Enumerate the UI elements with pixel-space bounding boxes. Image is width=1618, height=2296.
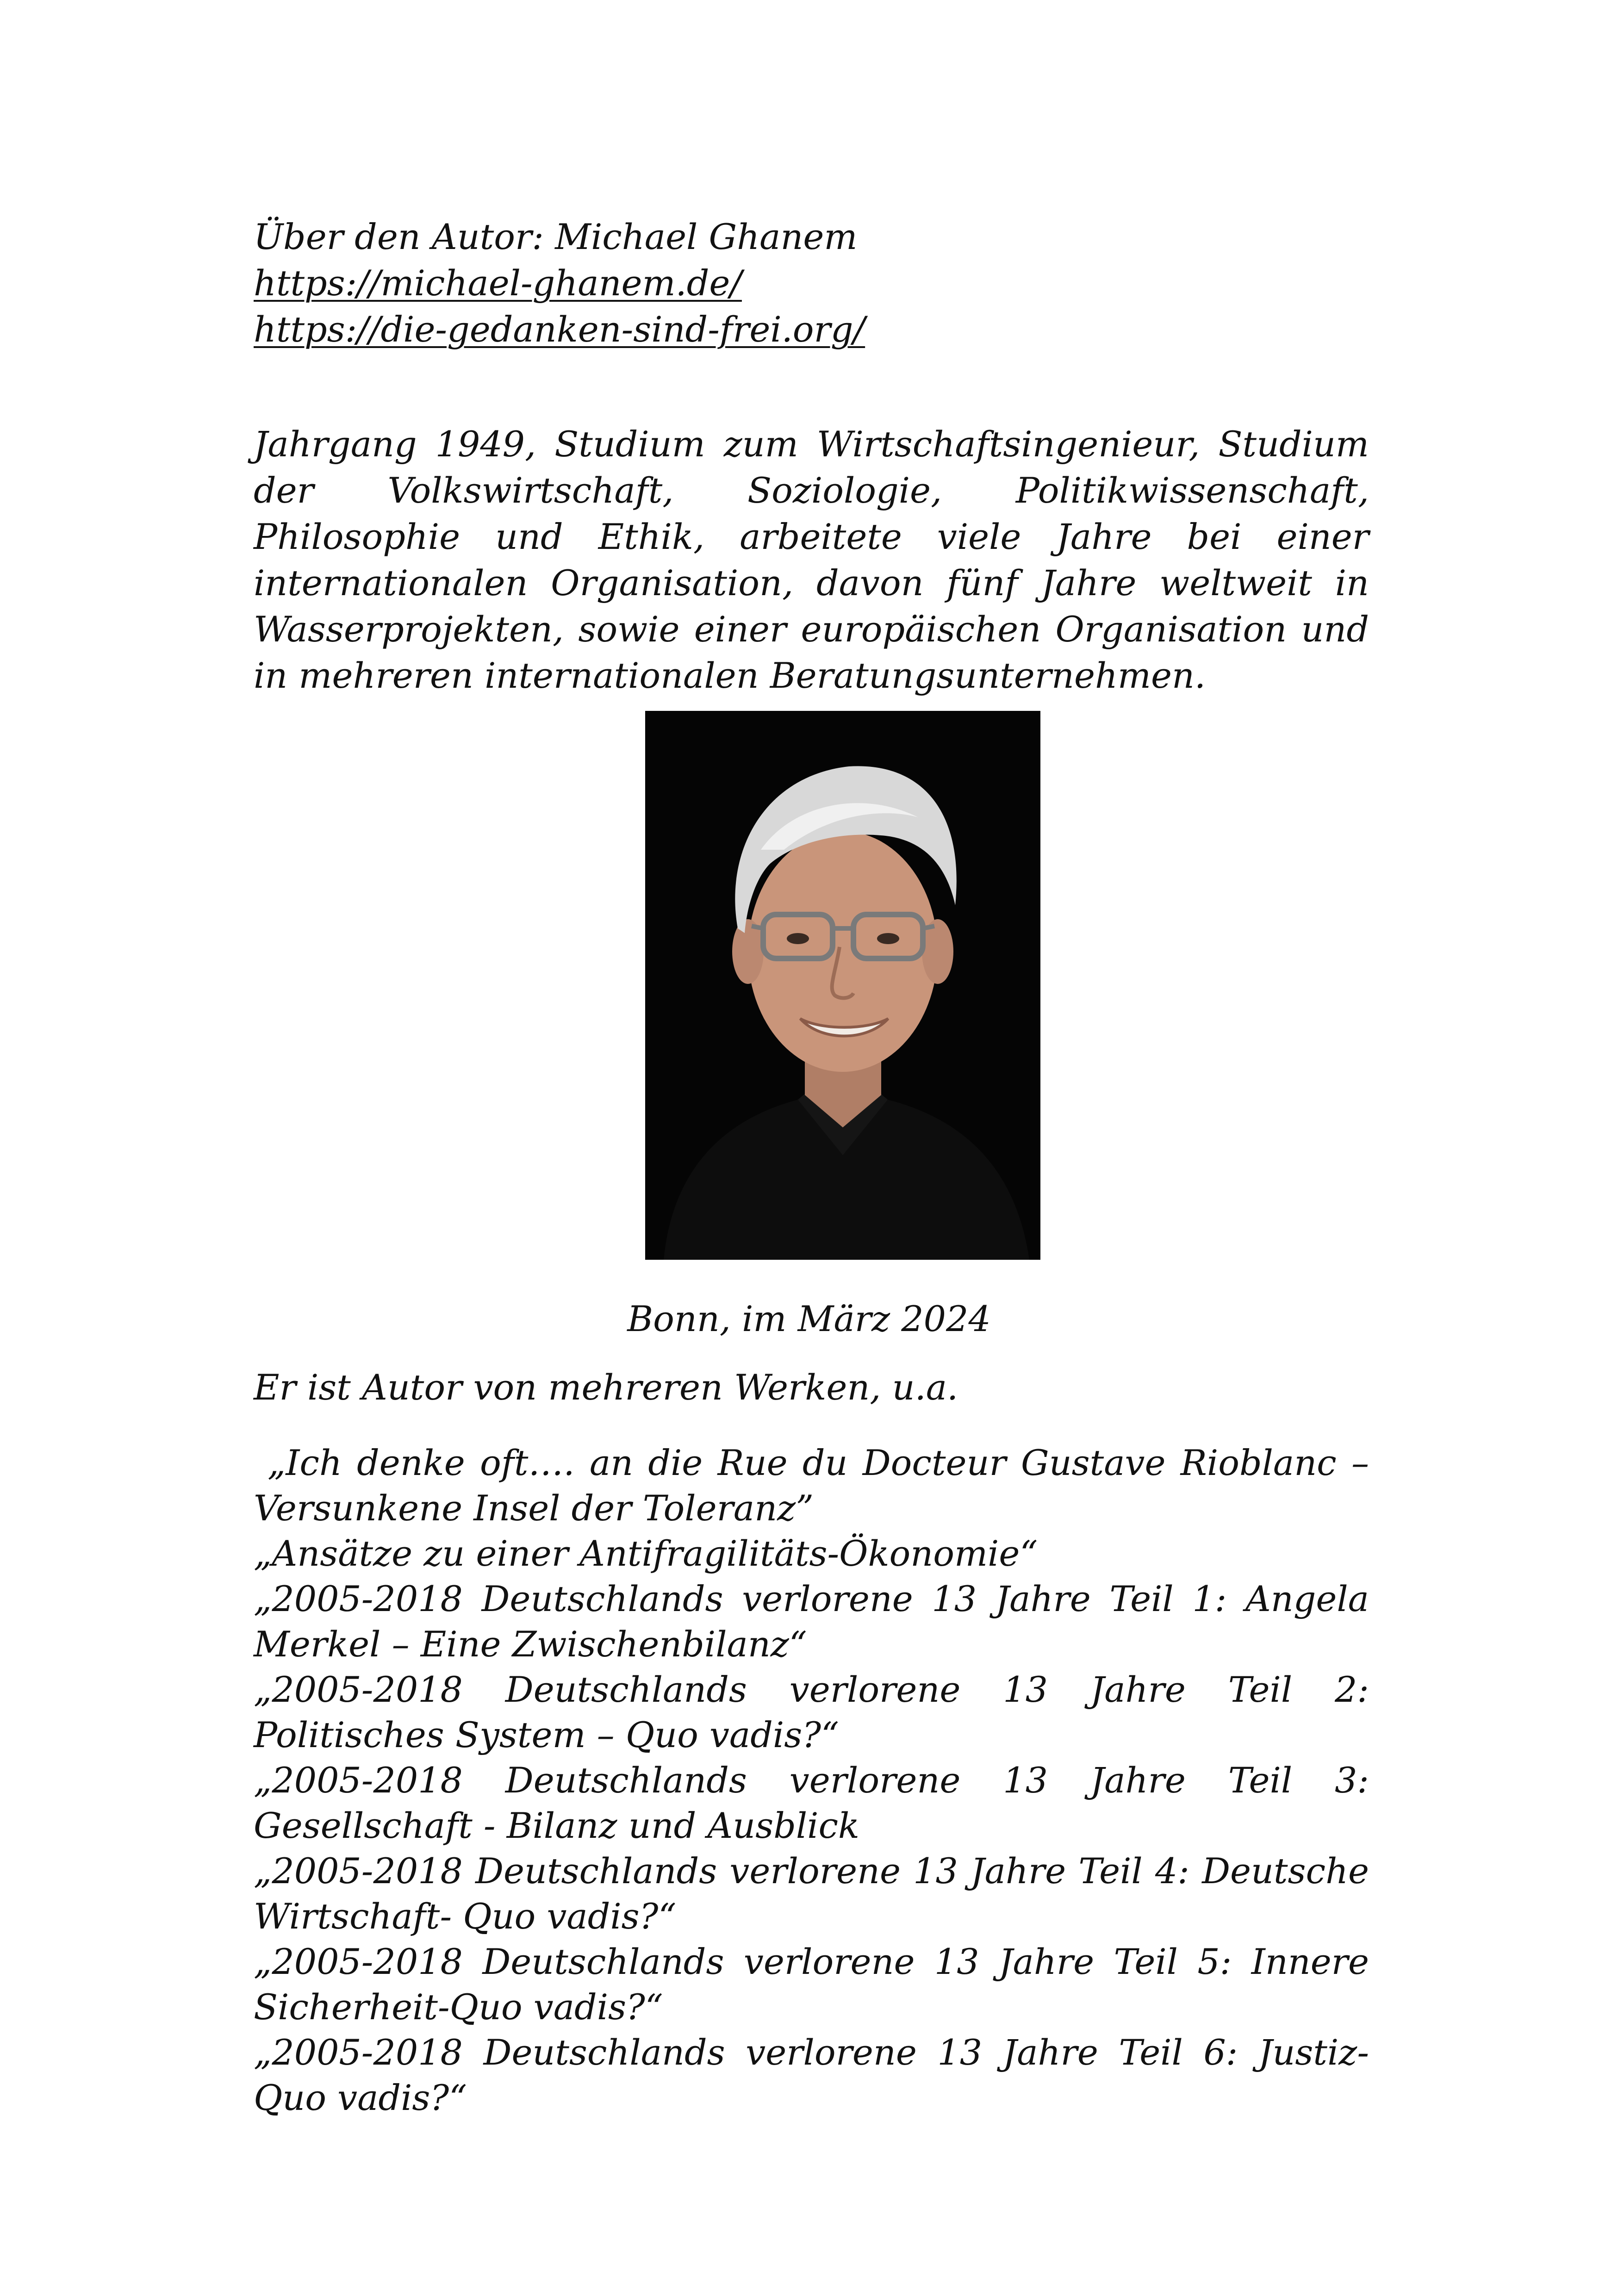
website-link-die-gedanken-sind-frei[interactable]: https://die-gedanken-sind-frei.org/ bbox=[254, 309, 865, 350]
page-title: Über den Autor: Michael Ghanem bbox=[254, 216, 858, 257]
works-intro bbox=[254, 1364, 1369, 1411]
portrait-photo-icon bbox=[645, 711, 1040, 1260]
author-header bbox=[254, 214, 1369, 353]
list-item: „Ansätze zu einer Antifragilitäts-Ökonomie“ bbox=[254, 1533, 1038, 1574]
list-item: „2005-2018 Deutschlands verlorene 13 Jahre Teil 5: Innere Sicherheit-Quo vadis?“ bbox=[254, 1941, 1369, 2028]
author-biography bbox=[254, 421, 1369, 699]
list-item: „2005-2018 Deutschlands verlorene 13 Jahre Teil 6: Justiz- Quo vadis?“ bbox=[254, 2032, 1369, 2118]
photo-caption: Bonn, im März 2024 bbox=[627, 1298, 991, 1339]
list-item: „2005-2018 Deutschlands verlorene 13 Jahre Teil 3: Gesellschaft - Bilanz und Ausblick bbox=[254, 1760, 1369, 1846]
biography-text: Jahrgang 1949, Studium zum Wirtschaftsingenieur, Studium der Volkswirtschaft, Soziologie, Politikwissenschaft, Philosophie und Ethik, arbeitete viele Jahre bei einer internationalen Organisation, davon fünf Jahre weltweit in Wasserprojekten, sowie einer europäischen Organisation und in mehreren internationalen Beratungsunternehmen. bbox=[254, 423, 1369, 696]
website-link-michael-ghanem[interactable]: https://michael-ghanem.de/ bbox=[254, 262, 742, 304]
list-item: „2005-2018 Deutschlands verlorene 13 Jahre Teil 1: Angela Merkel – Eine Zwischenbilanz“ bbox=[254, 1578, 1369, 1665]
list-item: „Ich denke oft…. an die Rue du Docteur Gustave Rioblanc – Versunkene Insel der Toleranz” bbox=[254, 1442, 1369, 1529]
author-portrait-photo bbox=[645, 711, 1040, 1260]
list-item: „2005-2018 Deutschlands verlorene 13 Jahre Teil 2: Politisches System – Quo vadis?“ bbox=[254, 1669, 1369, 1755]
list-item: „2005-2018 Deutschlands verlorene 13 Jahre Teil 4: Deutsche Wirtschaft- Quo vadis?“ bbox=[254, 1850, 1369, 1937]
works-list bbox=[254, 1440, 1369, 2121]
works-intro-text: Er ist Autor von mehreren Werken, u.a. bbox=[254, 1367, 958, 1408]
